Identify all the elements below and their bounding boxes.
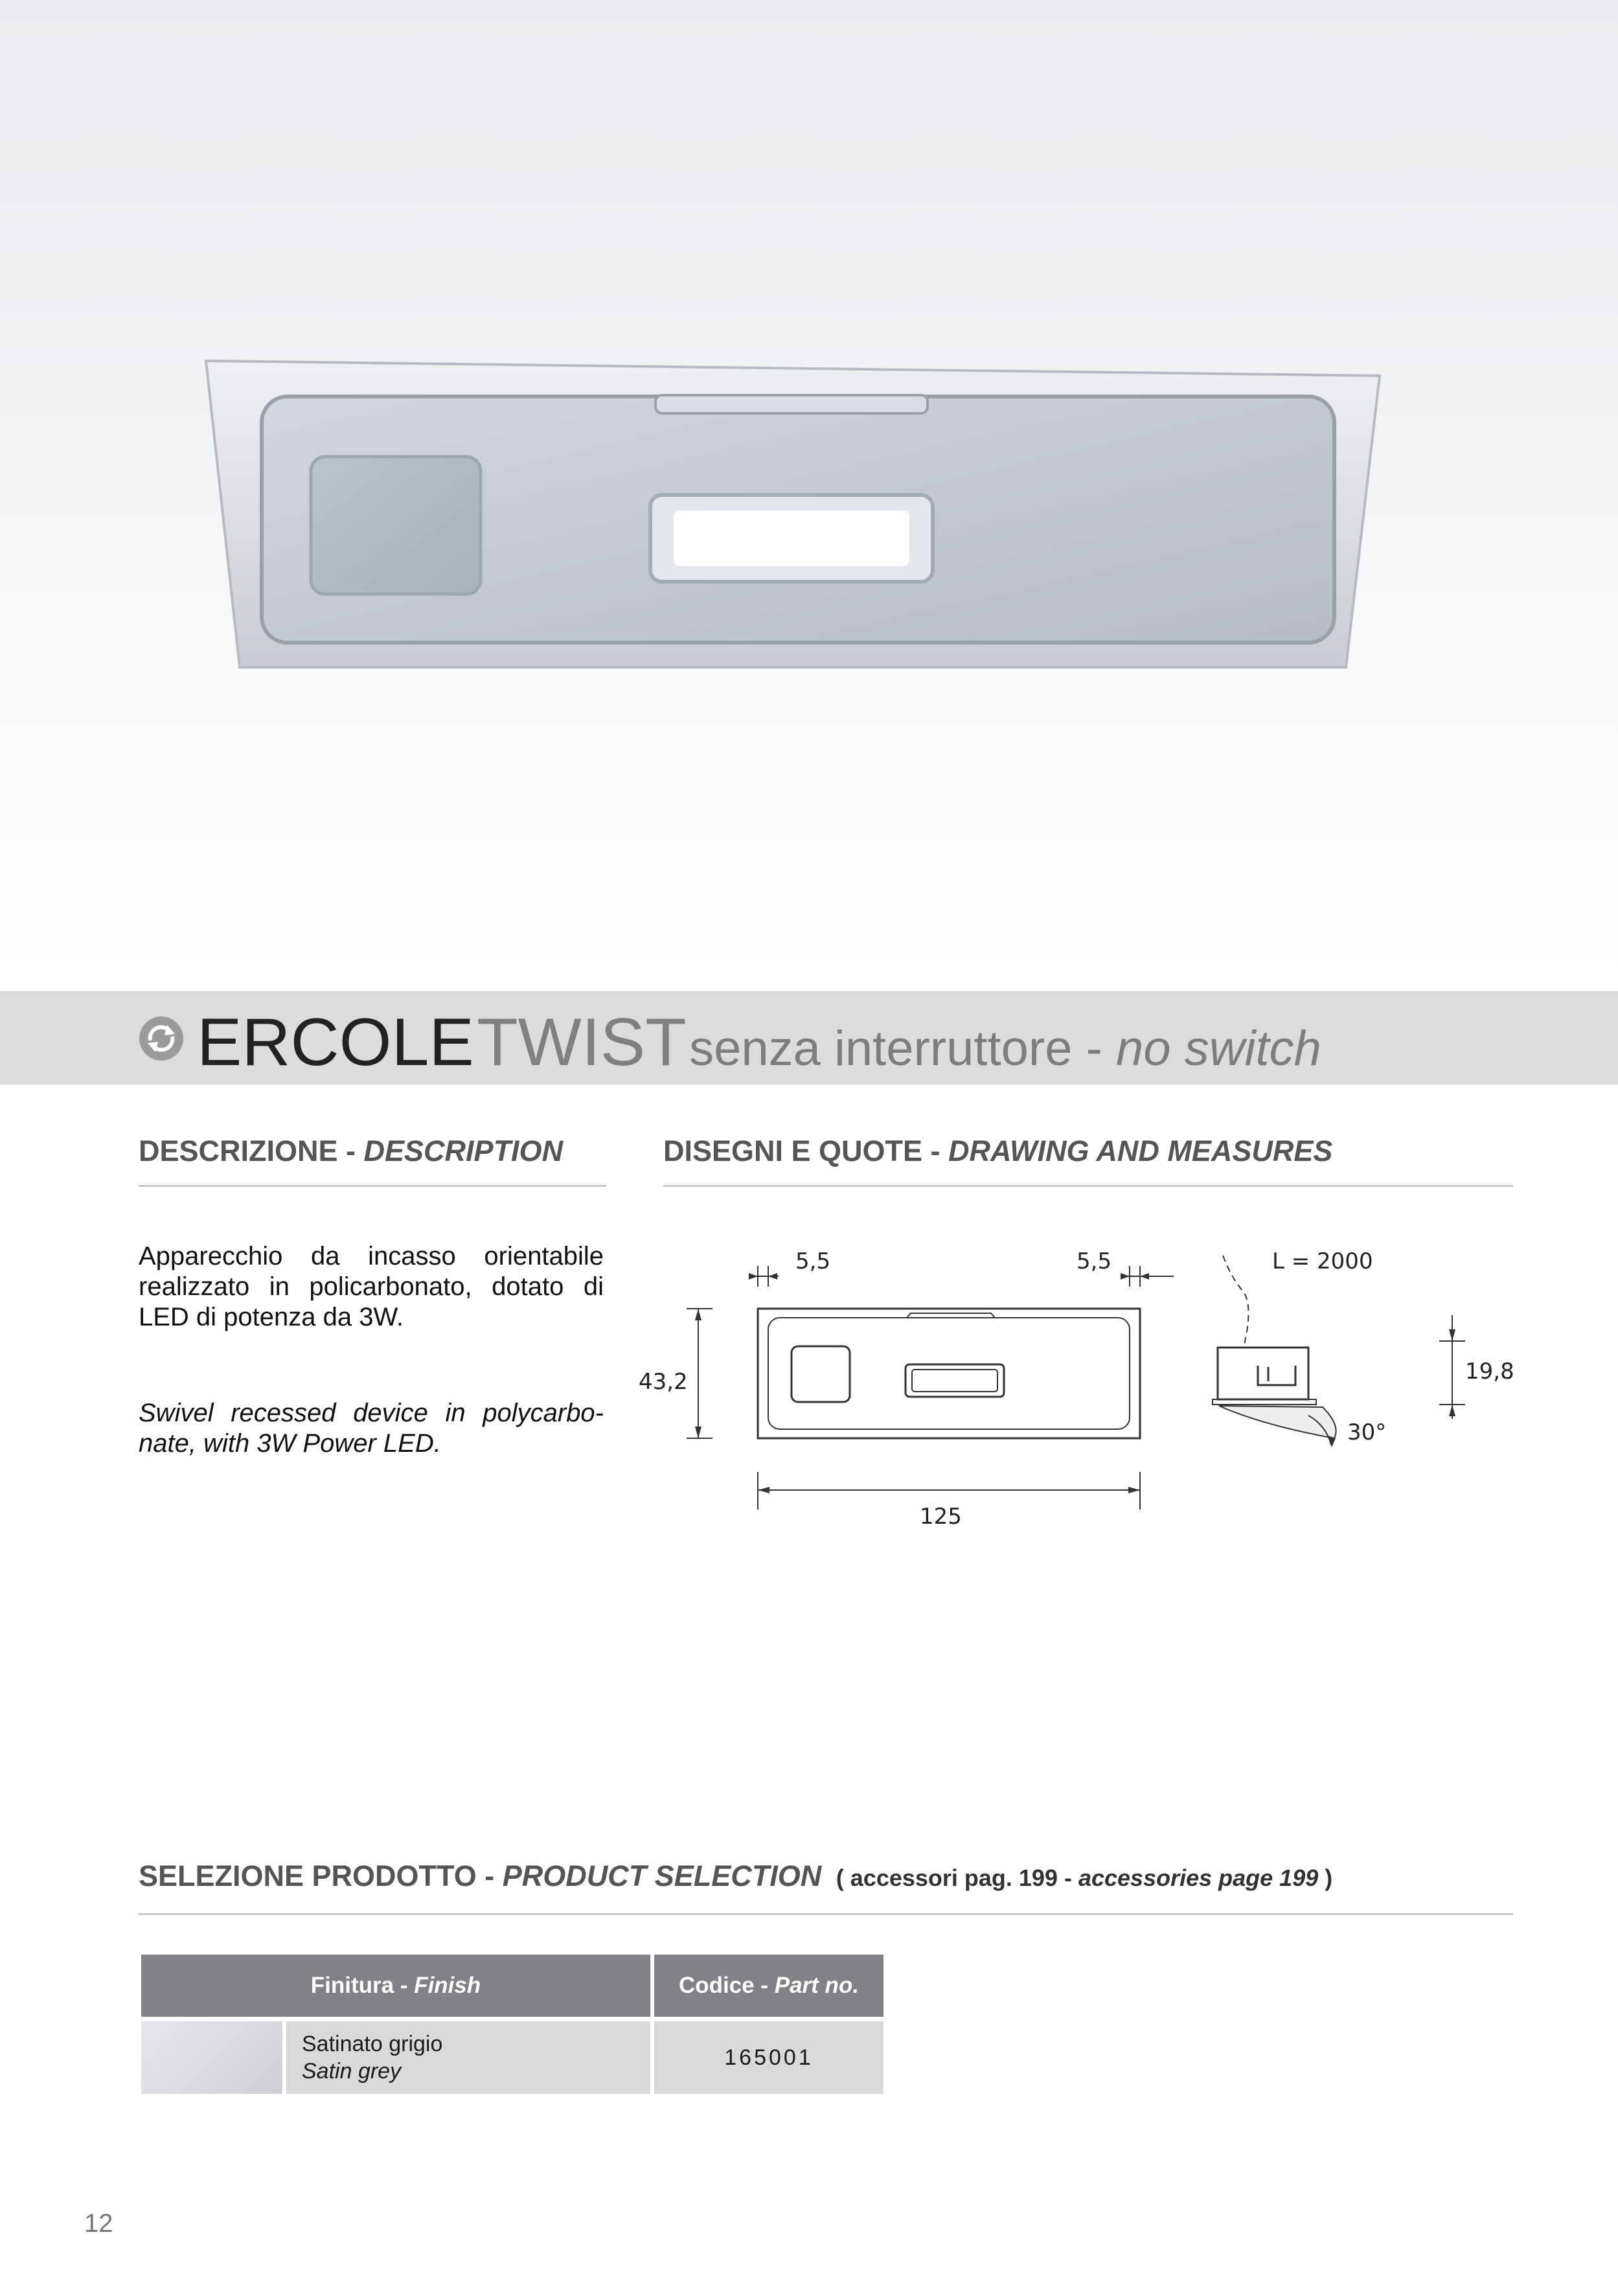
description-en-line: Swivel recessed device in polycarbo- xyxy=(139,1399,604,1427)
accessories-note-open: ( accessori pag. 199 - xyxy=(836,1865,1078,1891)
description-en-line: nate, with 3W Power LED. xyxy=(139,1429,441,1458)
table-row xyxy=(286,2021,650,2094)
description-heading-en: DESCRIPTION xyxy=(363,1134,564,1167)
cable-length: L = 2000 xyxy=(1272,1248,1373,1274)
rotate-icon xyxy=(139,1016,184,1061)
title-separator: - xyxy=(1072,1021,1117,1076)
dim-length: 125 xyxy=(920,1504,962,1530)
page-number: 12 xyxy=(84,2209,113,2238)
description-it-line: LED di potenza da 3W. xyxy=(139,1303,404,1331)
square-button xyxy=(311,457,481,594)
front-view-inner xyxy=(768,1318,1130,1429)
product-photo-svg xyxy=(0,0,1618,985)
description-rule xyxy=(139,1185,606,1187)
accessories-note xyxy=(830,1865,1332,1891)
selection-heading-en: PRODUCT SELECTION xyxy=(502,1859,822,1892)
page-title xyxy=(197,1004,1321,1081)
cable-line xyxy=(1223,1256,1249,1348)
selection-heading xyxy=(139,1859,1332,1893)
drawing-rule xyxy=(663,1185,1513,1187)
part-number-value: 165001 xyxy=(724,2045,814,2070)
front-view-outer xyxy=(758,1309,1140,1438)
title-brand: ERCOLE xyxy=(197,1005,474,1080)
finish-swatch xyxy=(141,2021,282,2094)
col-header-finish xyxy=(141,1955,650,2017)
selection-rule xyxy=(139,1913,1513,1915)
col-header-finish-en: Finish xyxy=(414,1973,481,1998)
selection-heading-it: SELEZIONE PRODOTTO - xyxy=(139,1859,503,1892)
finish-name-it: Satinato grigio xyxy=(302,2032,443,2056)
technical-drawing xyxy=(622,1231,1529,1542)
accessories-note-close: ) xyxy=(1318,1865,1333,1891)
finish-name-en: Satin grey xyxy=(302,2059,402,2084)
description-it xyxy=(139,1241,604,1333)
description-heading-it: DESCRIZIONE - xyxy=(139,1134,364,1167)
part-number xyxy=(654,2021,883,2094)
title-variant-en: no switch xyxy=(1116,1021,1321,1076)
col-header-code xyxy=(654,1955,883,2017)
dim-height: 43,2 xyxy=(639,1369,688,1395)
drawing-heading xyxy=(663,1134,1332,1168)
tilt-angle: 30° xyxy=(1347,1419,1387,1445)
col-header-code-it: Codice - xyxy=(678,1973,769,1998)
description-it-line: Apparecchio da incasso orientabile xyxy=(139,1242,604,1270)
description-en xyxy=(139,1398,604,1459)
dim-left-margin: 5,5 xyxy=(795,1248,831,1274)
product-photo xyxy=(0,0,1618,985)
dim-depth: 19,8 xyxy=(1465,1359,1514,1384)
dim-right-margin: 5,5 xyxy=(1077,1248,1112,1274)
description-it-line: realizzato in policarbonato, dotato di xyxy=(139,1272,604,1301)
title-variant-it: senza interruttore xyxy=(689,1021,1073,1076)
col-header-code-en: Part no. xyxy=(774,1973,860,1998)
accessories-note-en: accessories page 199 xyxy=(1078,1865,1319,1891)
title-model: TWIST xyxy=(477,1005,687,1080)
drawing-heading-it: DISEGNI E QUOTE - xyxy=(663,1134,949,1167)
col-header-finish-it: Finitura - xyxy=(310,1973,408,1998)
front-view-button xyxy=(792,1346,850,1402)
drawing-heading-en: DRAWING AND MEASURES xyxy=(948,1134,1333,1167)
description-heading xyxy=(139,1134,563,1168)
